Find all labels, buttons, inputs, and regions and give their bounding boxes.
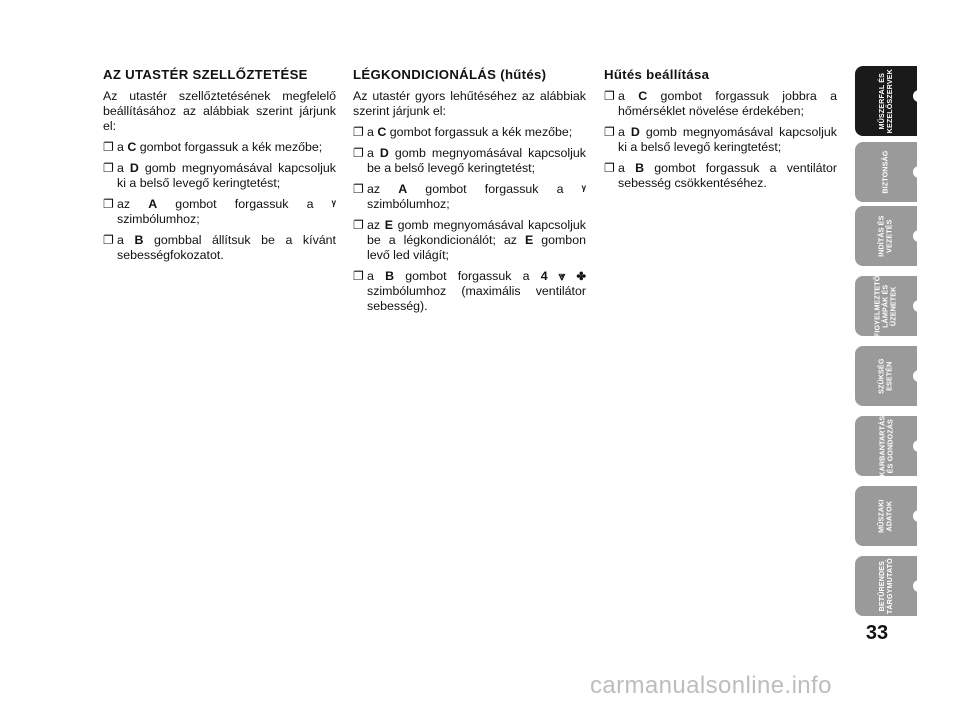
chapter-tab-label: SZÜKSÉG ESETÉN <box>876 358 894 394</box>
control-key: A <box>398 182 408 196</box>
item-text: gombot forgassuk a <box>394 269 541 283</box>
section-heading <box>353 66 586 83</box>
list-item <box>353 269 586 314</box>
list-item-text <box>117 233 336 263</box>
section-heading <box>103 66 336 83</box>
control-key: C <box>127 140 137 154</box>
tab-notch <box>913 230 921 242</box>
item-prefix: a <box>117 161 130 175</box>
symbol-icon: ⩔ ✤ <box>547 269 586 283</box>
list-item <box>353 182 586 212</box>
chapter-tab-label: MŰSZAKI ADATOK <box>876 499 894 533</box>
list-item <box>604 161 837 191</box>
item-prefix: az <box>367 218 385 232</box>
checkbox-bullet-icon: ❐ <box>604 161 615 175</box>
checkbox-bullet-icon: ❐ <box>353 125 364 139</box>
item-text: gombot forgassuk a <box>407 182 582 196</box>
control-key: C <box>638 89 648 103</box>
heading-text: AZ UTASTÉR SZELLŐZTETÉSE <box>103 67 308 82</box>
chapter-tab-label: INDÍTÁS ÉS VEZETÉS <box>876 215 894 257</box>
checkbox-bullet-icon: ❐ <box>353 182 364 196</box>
item-prefix: a <box>367 146 380 160</box>
tab-notch <box>913 300 921 312</box>
item-prefix: az <box>367 182 399 196</box>
list-item-text <box>367 182 586 212</box>
checkbox-bullet-icon: ❐ <box>604 89 615 103</box>
symbol-icon: ᵞ <box>581 182 586 196</box>
tab-notch <box>913 90 921 102</box>
list-item-text <box>117 140 336 155</box>
column-ventilation <box>103 66 336 269</box>
tab-notch <box>913 510 921 522</box>
list-item <box>103 161 336 191</box>
item-prefix: a <box>618 125 631 139</box>
chapter-tab[interactable] <box>855 66 917 136</box>
tab-notch <box>913 166 921 178</box>
item-text: gombot forgassuk a ventilátor sebesség csökkentéséhez. <box>618 161 837 190</box>
control-key: 4 <box>540 269 548 283</box>
checkbox-bullet-icon: ❐ <box>353 218 364 232</box>
item-prefix: a <box>618 89 639 103</box>
page-number: 33 <box>865 622 889 644</box>
chapter-tab[interactable] <box>855 416 917 476</box>
control-key: B <box>385 269 395 283</box>
list-item-text <box>367 146 586 176</box>
section-heading <box>604 66 837 83</box>
item-text: szimbólumhoz; <box>367 197 450 211</box>
item-prefix: a <box>367 269 386 283</box>
list-item <box>604 125 837 155</box>
heading-text: LÉGKONDICIONÁLÁS <box>353 67 497 82</box>
item-text: szimbólumhoz; <box>117 212 200 226</box>
checkbox-bullet-icon: ❐ <box>103 140 114 154</box>
list-item-text <box>618 89 837 119</box>
checkbox-bullet-icon: ❐ <box>103 161 114 175</box>
list-item <box>353 125 586 140</box>
list-item <box>103 197 336 227</box>
item-prefix: a <box>367 125 378 139</box>
chapter-tab[interactable] <box>855 556 917 616</box>
checkbox-bullet-icon: ❐ <box>103 197 114 211</box>
chapter-tab[interactable] <box>855 486 917 546</box>
item-text: gomb megnyomásával kapcsoljuk be a belső levegő keringtetést; <box>367 146 586 175</box>
item-text: gombot forgassuk a kék mezőbe; <box>136 140 323 154</box>
heading-text: Hűtés beállítása <box>604 67 710 82</box>
bullet-list <box>353 125 586 314</box>
list-item-text <box>618 161 837 191</box>
column-air-conditioning <box>353 66 586 320</box>
chapter-tab[interactable] <box>855 206 917 266</box>
column-cooling-setting <box>604 66 837 197</box>
list-item <box>103 140 336 155</box>
checkbox-bullet-icon: ❐ <box>103 233 114 247</box>
checkbox-bullet-icon: ❐ <box>353 146 364 160</box>
chapter-tab[interactable] <box>855 142 917 202</box>
control-key: E <box>384 218 393 232</box>
tab-notch <box>913 580 921 592</box>
symbol-icon: ᵞ <box>331 197 336 211</box>
control-key: E <box>524 233 534 247</box>
intro-paragraph: Az utastér gyors lehűtéséhez az alábbiak szerint járjunk el: <box>353 89 586 118</box>
chapter-tab-label: KARBANTARTÁS ÉS GONDOZÁS <box>876 415 894 477</box>
item-text: gomb megnyomásával kapcsoljuk be a légkondicionálót; az <box>367 218 586 247</box>
control-key: A <box>148 197 158 211</box>
bullet-list <box>604 89 837 191</box>
intro-paragraph: Az utastér szellőztetésének megfelelő beállításához az alábbiak szerint járjunk el: <box>103 89 336 133</box>
item-text: gombot forgassuk jobbra a hőmérséklet növelése érdekében; <box>618 89 837 118</box>
item-text: gomb megnyomásával kapcsoljuk ki a belső levegő keringtetést; <box>117 161 336 190</box>
chapter-tab-label: FIGYELMEZTETŐ LÁMPÁK ÉS ÜZENETEK <box>872 275 899 337</box>
control-key: C <box>377 125 387 139</box>
chapter-tab-label: MŰSZERFAL ÉS KEZELŐSZERVEK <box>876 68 894 134</box>
item-text: gombon levő led világít; <box>367 233 586 262</box>
watermark: carmanualsonline.info <box>590 672 832 699</box>
chapter-tab-label: BETŰRENDES TÁRGYMUTATÓ <box>876 558 894 614</box>
list-item-text <box>367 125 586 140</box>
item-text: gombbal állítsuk be a kívánt sebességfokozatot. <box>117 233 336 262</box>
control-key: B <box>134 233 144 247</box>
tab-notch <box>913 370 921 382</box>
control-key: D <box>129 161 139 175</box>
list-item-text <box>117 197 336 227</box>
list-item-text <box>618 125 837 155</box>
item-prefix: az <box>117 197 149 211</box>
item-prefix: a <box>117 140 128 154</box>
tab-notch <box>913 440 921 452</box>
item-text: gomb megnyomásával kapcsoljuk ki a belső levegő keringtetést; <box>618 125 837 154</box>
list-item <box>103 233 336 263</box>
list-item <box>604 89 837 119</box>
item-text: gombot forgassuk a kék mezőbe; <box>386 125 573 139</box>
chapter-tab-label: BIZTONSÁG <box>880 150 890 194</box>
list-item-text <box>367 218 586 263</box>
list-item-text <box>117 161 336 191</box>
item-text: szimbólumhoz (maximális ventilátor sebesség). <box>367 284 586 313</box>
control-key: B <box>635 161 645 175</box>
list-item-text <box>367 269 586 314</box>
item-prefix: a <box>618 161 636 175</box>
checkbox-bullet-icon: ❐ <box>353 269 364 283</box>
chapter-tab[interactable] <box>855 276 917 336</box>
heading-subtext: (hűtés) <box>500 67 547 82</box>
control-key: D <box>379 146 389 160</box>
chapter-tab[interactable] <box>855 346 917 406</box>
bullet-list <box>103 140 336 263</box>
list-item <box>353 146 586 176</box>
checkbox-bullet-icon: ❐ <box>604 125 615 139</box>
control-key: D <box>630 125 640 139</box>
item-prefix: a <box>117 233 135 247</box>
list-item <box>353 218 586 263</box>
item-text: gombot forgassuk a <box>157 197 332 211</box>
